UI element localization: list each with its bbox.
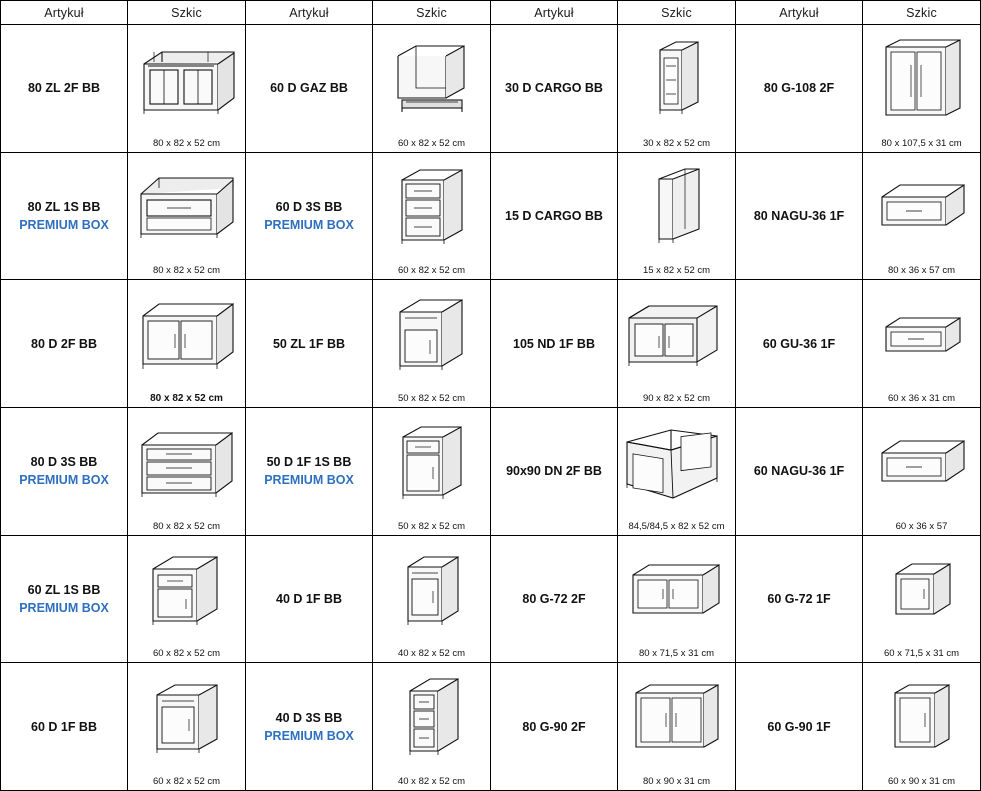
dimension-label: 80 x 82 x 52 cm — [152, 265, 221, 277]
product-sketch — [373, 407, 491, 535]
product-name — [1, 535, 128, 663]
wall-cabinet-lift-deep-icon — [863, 153, 980, 265]
product-sketch — [618, 663, 736, 791]
product-code: 60 G-90 1F — [767, 719, 831, 734]
product-code: 60 D 1F BB — [31, 719, 97, 734]
product-name — [1, 663, 128, 791]
wall-cabinet-2door-tall2-icon — [618, 663, 735, 775]
base-cabinet-3drawer-icon — [373, 153, 490, 265]
base-cabinet-1door-sink-icon — [373, 280, 490, 392]
product-sketch — [373, 25, 491, 153]
wall-cabinet-2door-tall-icon — [863, 25, 980, 137]
product-sketch — [618, 280, 736, 408]
product-name — [246, 25, 373, 153]
product-sketch — [863, 663, 981, 791]
base-cabinet-1drawer-sink-icon — [128, 153, 245, 265]
dimension-label: 60 x 82 x 52 cm — [152, 648, 221, 660]
premium-label: PREMIUM BOX — [19, 217, 109, 232]
dimension-label: 80 x 107,5 x 31 cm — [881, 137, 962, 149]
product-sketch — [863, 280, 981, 408]
product-sketch — [373, 152, 491, 280]
product-code: 60 ZL 1S BB — [27, 582, 101, 597]
product-code: 60 GU-36 1F — [762, 336, 836, 351]
base-cabinet-3drawer-wide-icon — [128, 408, 245, 520]
product-name — [491, 535, 618, 663]
dimension-label: 60 x 82 x 52 cm — [397, 265, 466, 277]
product-name — [246, 152, 373, 280]
column-header-szkic-4: Szkic — [863, 1, 981, 25]
product-code: 80 ZL 1S BB — [27, 199, 101, 214]
dimension-label: 40 x 82 x 52 cm — [397, 776, 466, 787]
base-cabinet-1door-icon — [128, 663, 245, 775]
dimension-label: 90 x 82 x 52 cm — [642, 392, 711, 404]
product-name — [491, 25, 618, 153]
premium-label: PREMIUM BOX — [264, 473, 354, 488]
product-name — [736, 152, 863, 280]
premium-label: PREMIUM BOX — [19, 473, 109, 488]
dimension-label: 60 x 90 x 31 cm — [887, 776, 956, 787]
dimension-label: 80 x 82 x 52 cm — [152, 520, 221, 532]
product-name — [246, 663, 373, 791]
product-code: 50 ZL 1F BB — [272, 336, 345, 351]
product-name — [736, 535, 863, 663]
product-sketch — [618, 407, 736, 535]
wall-cabinet-1door-mid-icon — [863, 536, 980, 648]
dimension-label: 60 x 36 x 57 — [895, 520, 948, 532]
product-sketch — [618, 535, 736, 663]
column-header-artykul-3: Artykuł — [491, 1, 618, 25]
product-sketch — [373, 535, 491, 663]
base-cabinet-3drawer-narrow-icon — [373, 663, 490, 775]
product-sketch — [863, 407, 981, 535]
product-code: 90x90 DN 2F BB — [506, 464, 602, 479]
base-cabinet-door-drawer-icon — [373, 408, 490, 520]
dimension-label: 60 x 36 x 31 cm — [887, 392, 956, 404]
product-name — [491, 663, 618, 791]
product-name — [246, 280, 373, 408]
product-code: 30 D CARGO BB — [505, 81, 603, 96]
product-sketch — [863, 152, 981, 280]
table-row — [1, 663, 981, 791]
wall-cabinet-1door-tall-icon — [863, 663, 980, 775]
base-cabinet-2door-sink-icon — [128, 25, 245, 137]
product-name — [491, 152, 618, 280]
column-header-szkic-1: Szkic — [128, 1, 246, 25]
base-cabinet-2door-icon — [128, 280, 245, 392]
table-row — [1, 280, 981, 408]
dimension-label: 60 x 82 x 52 cm — [397, 137, 466, 149]
product-sketch — [373, 663, 491, 791]
table-header — [1, 1, 981, 25]
column-header-artykul-1: Artykuł — [1, 1, 128, 25]
dimension-label: 60 x 82 x 52 cm — [152, 776, 221, 787]
premium-label: PREMIUM BOX — [264, 217, 354, 232]
product-sketch — [128, 280, 246, 408]
product-code: 15 D CARGO BB — [505, 208, 603, 223]
product-code: 60 D GAZ BB — [270, 81, 348, 96]
product-code: 80 NAGU-36 1F — [753, 208, 845, 223]
product-code: 80 G-90 2F — [522, 719, 586, 734]
product-code: 80 G-72 2F — [522, 591, 586, 606]
column-header-szkic-3: Szkic — [618, 1, 736, 25]
product-sketch — [128, 535, 246, 663]
product-name — [246, 407, 373, 535]
dimension-label: 15 x 82 x 52 cm — [642, 265, 711, 277]
product-code: 40 D 3S BB — [275, 710, 343, 725]
product-name — [491, 407, 618, 535]
product-code: 80 D 3S BB — [30, 455, 98, 470]
product-code: 60 NAGU-36 1F — [753, 464, 845, 479]
product-sketch — [128, 663, 246, 791]
table-row — [1, 535, 981, 663]
product-name — [736, 280, 863, 408]
product-code: 80 ZL 2F BB — [27, 81, 100, 96]
dimension-label: 50 x 82 x 52 cm — [397, 520, 466, 532]
product-sketch — [618, 152, 736, 280]
gas-oven-cabinet-icon — [373, 25, 490, 137]
premium-label: PREMIUM BOX — [264, 728, 354, 743]
product-sketch — [618, 25, 736, 153]
product-code: 80 D 2F BB — [31, 336, 97, 351]
product-sketch — [128, 407, 246, 535]
product-code: 50 D 1F 1S BB — [266, 455, 352, 470]
corner-L-base-cabinet-icon — [618, 408, 735, 520]
base-cabinet-1drawer-sink-narrow-icon — [128, 536, 245, 648]
dimension-label: 84,5/84,5 x 82 x 52 cm — [628, 520, 725, 532]
column-header-szkic-2: Szkic — [373, 1, 491, 25]
header-row — [1, 1, 981, 25]
dimension-label: 40 x 82 x 52 cm — [397, 648, 466, 660]
product-sketch — [863, 25, 981, 153]
dimension-label: 50 x 82 x 52 cm — [397, 392, 466, 404]
base-cabinet-1door-narrow-icon — [373, 536, 490, 648]
product-code: 40 D 1F BB — [276, 591, 342, 606]
dimension-label: 60 x 71,5 x 31 cm — [884, 648, 959, 660]
product-code: 60 D 3S BB — [275, 199, 343, 214]
product-name — [1, 280, 128, 408]
table-body — [1, 25, 981, 791]
product-name — [736, 407, 863, 535]
table-row — [1, 25, 981, 153]
table-row — [1, 407, 981, 535]
dimension-label: 80 x 71,5 x 31 cm — [639, 648, 714, 660]
dimension-label: 80 x 90 x 31 cm — [642, 776, 711, 787]
product-code: 105 ND 1F BB — [513, 336, 595, 351]
column-header-artykul-2: Artykuł — [246, 1, 373, 25]
product-name — [491, 280, 618, 408]
dimension-label: 80 x 82 x 52 cm — [152, 137, 221, 149]
product-name — [1, 152, 128, 280]
table-row — [1, 152, 981, 280]
cargo-slim-cabinet-icon — [618, 153, 735, 265]
dimension-label: 80 x 82 x 52 cm — [150, 392, 223, 404]
wall-cabinet-lift-short-icon — [863, 280, 980, 392]
cargo-narrow-cabinet-icon — [618, 25, 735, 137]
dimension-label: 30 x 82 x 52 cm — [642, 137, 711, 149]
product-sketch — [373, 280, 491, 408]
column-header-artykul-4: Artykuł — [736, 1, 863, 25]
product-name — [736, 663, 863, 791]
corner-base-cabinet-icon — [618, 280, 735, 392]
product-name — [246, 535, 373, 663]
product-sketch — [863, 535, 981, 663]
premium-label: PREMIUM BOX — [19, 600, 109, 615]
product-name — [1, 407, 128, 535]
product-code: 80 G-108 2F — [763, 81, 835, 96]
product-name — [736, 25, 863, 153]
wall-cabinet-2door-mid-icon — [618, 536, 735, 648]
wall-cabinet-lift-deep-icon — [863, 408, 980, 520]
product-name — [1, 25, 128, 153]
product-code: 60 G-72 1F — [767, 591, 831, 606]
product-sketch — [128, 25, 246, 153]
product-sketch — [128, 152, 246, 280]
dimension-label: 80 x 36 x 57 cm — [887, 265, 956, 277]
